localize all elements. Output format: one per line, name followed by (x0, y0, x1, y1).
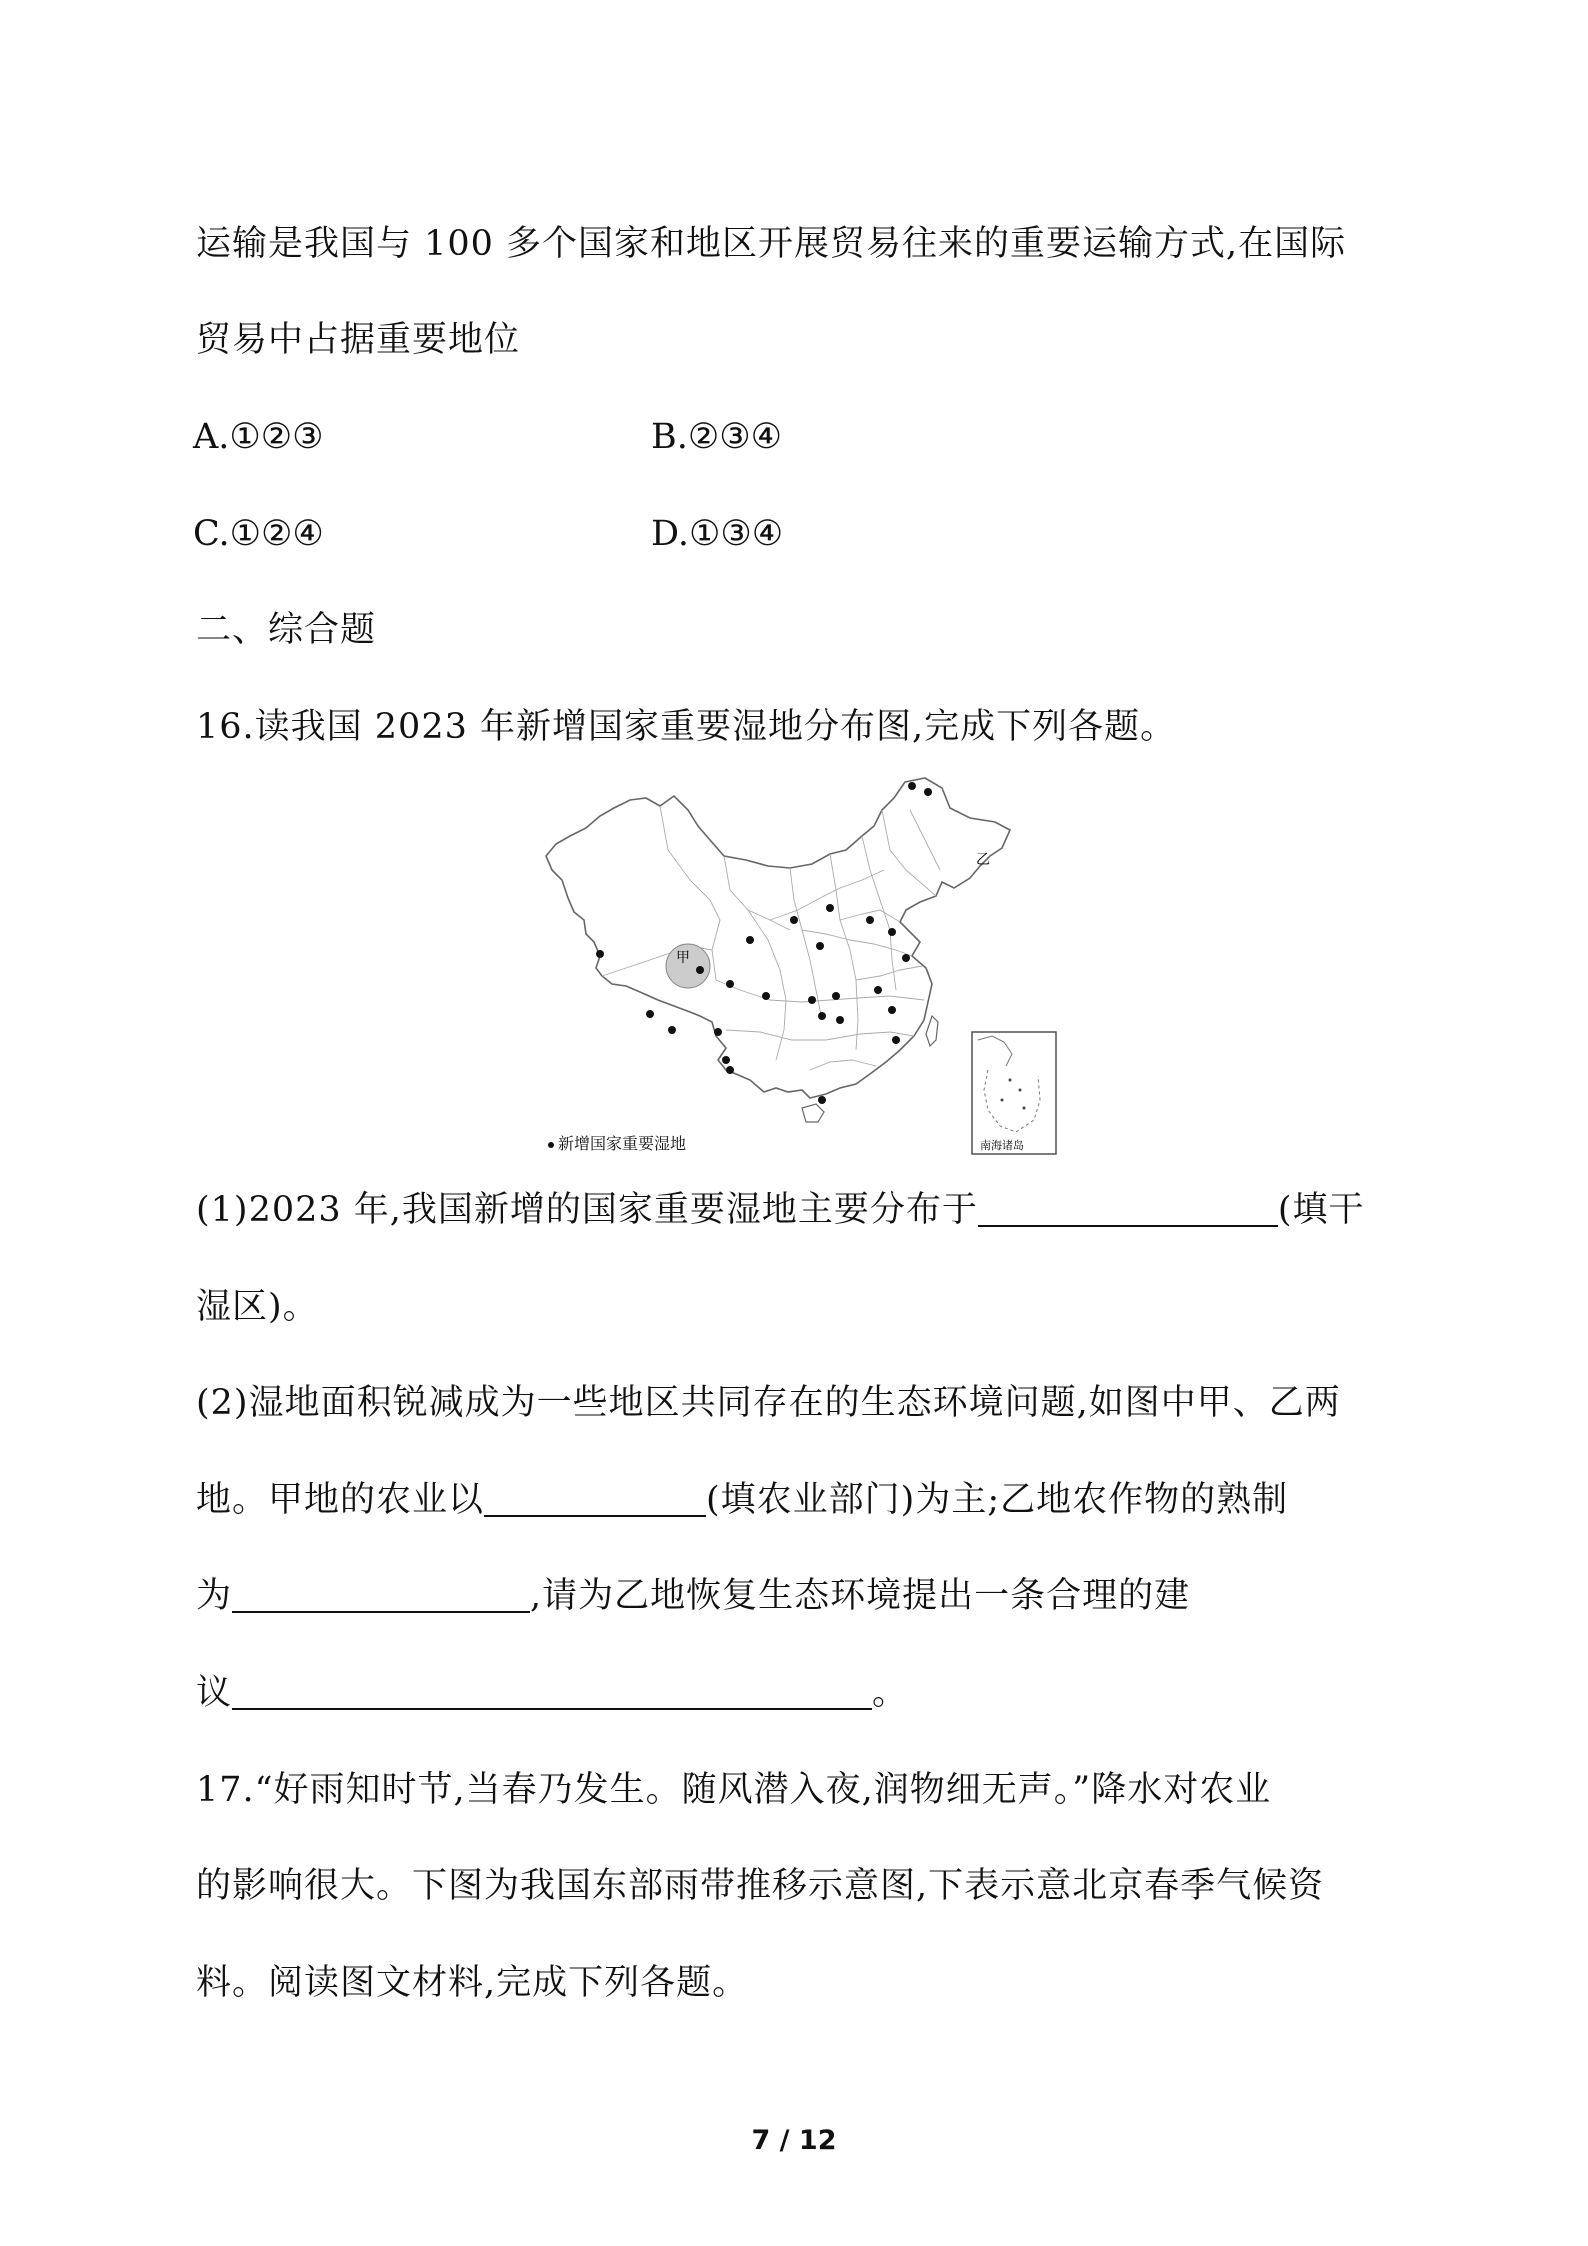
wetland-dot (818, 1096, 826, 1104)
q16-part1-line1 (196, 1188, 1365, 1232)
wetland-dot (866, 916, 874, 924)
q16-part1-line2: 湿区)。 (196, 1287, 319, 1327)
legend-label: 新增国家重要湿地 (558, 1134, 687, 1153)
wetland-dot (836, 1016, 844, 1024)
china-outline (546, 778, 1010, 1098)
china-wetland-map (540, 770, 1060, 1160)
answer-blank-1[interactable] (978, 1191, 1278, 1227)
paragraph-line-2: 贸易中占据重要地位 (196, 320, 521, 360)
answer-blank-4[interactable] (232, 1674, 872, 1710)
wetland-dot (888, 1006, 896, 1014)
q16-stem: 16.读我国 2023 年新增国家重要湿地分布图,完成下列各题。 (196, 707, 1177, 747)
answer-blank-2[interactable] (484, 1481, 706, 1517)
option-d: D.①③④ (651, 514, 784, 554)
legend-dot-icon (548, 1142, 554, 1148)
wetland-dot (874, 986, 882, 994)
wetland-dot (596, 950, 604, 958)
map-legend (548, 1131, 686, 1154)
option-c: C.①②④ (193, 514, 324, 554)
wetland-dot (826, 904, 834, 912)
answer-blank-3[interactable] (232, 1577, 530, 1613)
wetland-dot (892, 1036, 900, 1044)
wetland-dot (722, 1056, 730, 1064)
wetland-dot (924, 788, 932, 796)
wetland-dot (726, 980, 734, 988)
hainan-island (802, 1104, 824, 1122)
q16-part2-line3 (196, 1574, 1190, 1618)
yi-label: 乙 (976, 852, 990, 868)
wetland-dot (816, 942, 824, 950)
south-china-sea-inset (972, 1032, 1056, 1154)
wetland-dot (908, 782, 916, 790)
jia-label: 甲 (676, 950, 690, 966)
wetland-dot (790, 916, 798, 924)
q16-part2-text-f: 。 (872, 1673, 909, 1713)
q16-part2-line2 (196, 1478, 1288, 1522)
wetland-dot (646, 1010, 654, 1018)
section-title: 二、综合题 (196, 610, 377, 650)
q16-part2-text-a: 地。甲地的农业以 (196, 1480, 485, 1520)
q17-line3: 料。阅读图文材料,完成下列各题。 (196, 1963, 749, 2003)
q16-part2-text-d: ,请为乙地恢复生态环境提出一条合理的建 (530, 1576, 1191, 1616)
inset-label: 南海诸岛 (980, 1139, 1024, 1152)
q17-line1: 17.“好雨知时节,当春乃发生。随风潜入夜,润物细无声。”降水对农业 (196, 1770, 1272, 1810)
q16-part1-hint: (填干 (1277, 1190, 1365, 1230)
q17-line2: 的影响很大。下图为我国东部雨带推移示意图,下表示意北京春季气候资 (196, 1866, 1325, 1906)
wetland-dot (808, 996, 816, 1004)
paragraph-line-1: 运输是我国与 100 多个国家和地区开展贸易往来的重要运输方式,在国际 (196, 224, 1347, 264)
wetland-dot (668, 1026, 676, 1034)
q16-part2-text-c: 为 (196, 1576, 233, 1616)
wetland-dot (714, 1028, 722, 1036)
wetland-dot (818, 1012, 826, 1020)
q16-part2-line4 (196, 1671, 908, 1715)
wetland-dot (832, 992, 840, 1000)
taiwan-island (926, 1016, 938, 1046)
page-number: 7 / 12 (751, 2125, 837, 2156)
q16-part2-line1: (2)湿地面积锐减成为一些地区共同存在的生态环境问题,如图中甲、乙两 (196, 1383, 1341, 1423)
wetland-dot (726, 1066, 734, 1074)
option-b: B.②③④ (651, 417, 782, 457)
wetland-map-figure (540, 770, 1060, 1160)
option-a: A.①②③ (193, 417, 324, 457)
wetland-dot (762, 992, 770, 1000)
q16-part2-text-b: (填农业部门)为主;乙地农作物的熟制 (706, 1480, 1289, 1520)
q16-part2-text-e: 议 (196, 1673, 233, 1713)
wetland-dot (696, 966, 704, 974)
wetland-dot (902, 954, 910, 962)
q16-part1-text: (1)2023 年,我国新增的国家重要湿地主要分布于 (196, 1190, 978, 1230)
wetland-dot (888, 928, 896, 936)
wetland-dot (746, 936, 754, 944)
